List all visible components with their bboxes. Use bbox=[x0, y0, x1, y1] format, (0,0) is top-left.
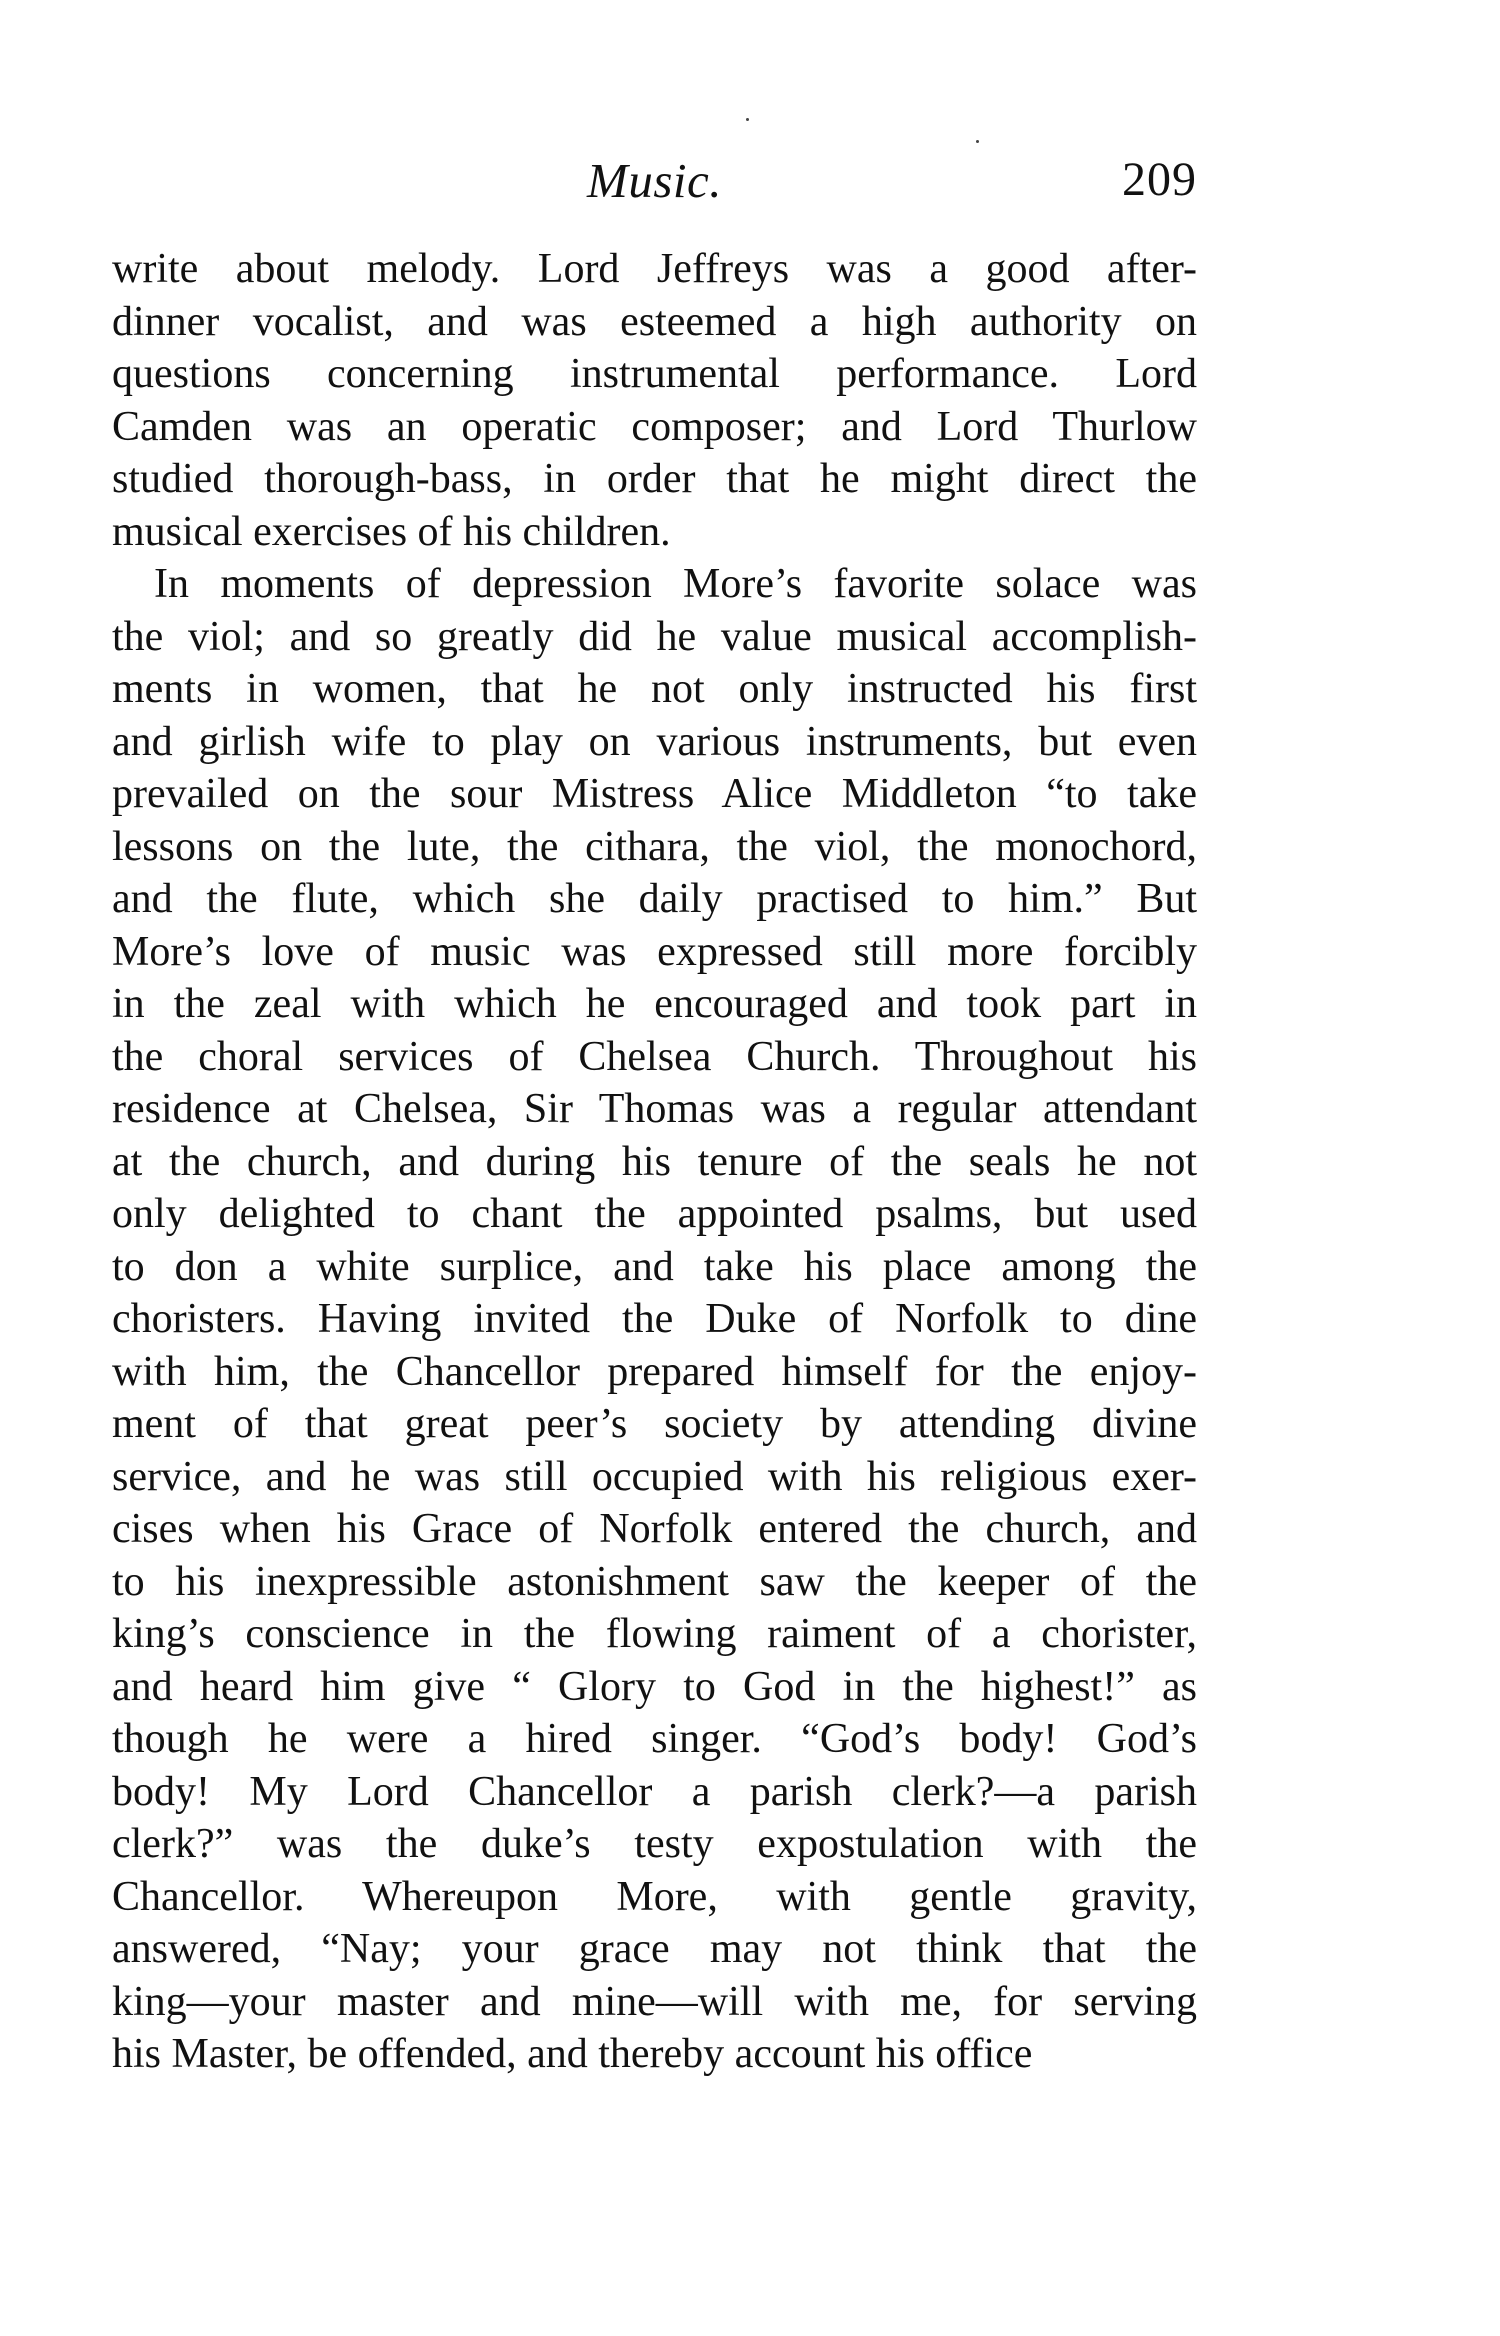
text-line: choristers. Having invited the Duke of Norfolk to dine bbox=[112, 1296, 1197, 1342]
text-line: Camden was an operatic composer; and Lord Thurlow bbox=[112, 403, 1197, 450]
paragraph bbox=[112, 243, 1197, 558]
text-line: questions concerning instrumental performance. Lord bbox=[112, 351, 1197, 397]
text-line: write about melody. Lord Jeffreys was a good after- bbox=[112, 246, 1197, 292]
text-line: service, and he was still occupied with his religious exer- bbox=[112, 1453, 1197, 1500]
text-line: musical exercises of his children. bbox=[112, 508, 671, 555]
text-line: cises when his Grace of Norfolk entered the church, and bbox=[112, 1506, 1197, 1552]
text-line: ments in women, that he not only instructed his first bbox=[112, 666, 1197, 712]
text-line: dinner vocalist, and was esteemed a high authority on bbox=[112, 298, 1197, 345]
text-line: Chancellor. Whereupon More, with gentle gravity, bbox=[112, 1873, 1197, 1920]
text-line: though he were a hired singer. “God’s body! God’s bbox=[112, 1716, 1197, 1762]
print-speck bbox=[976, 140, 979, 143]
paragraph bbox=[112, 558, 1197, 2081]
text-line: lessons on the lute, the cithara, the viol, the monochord, bbox=[112, 823, 1197, 870]
running-title: Music. bbox=[587, 153, 722, 208]
text-line: answered, “Nay; your grace may not think that the bbox=[112, 1926, 1197, 1972]
running-head bbox=[112, 152, 1197, 222]
text-line: studied thorough-bass, in order that he might direct the bbox=[112, 456, 1197, 502]
text-line: clerk?” was the duke’s testy expostulation with the bbox=[112, 1821, 1197, 1867]
text-line: and heard him give “ Glory to God in the highest!” as bbox=[112, 1663, 1197, 1710]
text-line: and girlish wife to play on various instruments, but even bbox=[112, 718, 1197, 765]
text-line: to don a white surplice, and take his place among the bbox=[112, 1243, 1197, 1290]
text-line: and the flute, which she daily practised to him.” But bbox=[112, 876, 1197, 922]
text-line: his Master, be offended, and thereby account his office bbox=[112, 2031, 1033, 2077]
text-line: ment of that great peer’s society by attending divine bbox=[112, 1401, 1197, 1447]
print-speck bbox=[746, 118, 749, 121]
text-line: the viol; and so greatly did he value musical accomplish- bbox=[112, 613, 1197, 660]
text-line: the choral services of Chelsea Church. Throughout his bbox=[112, 1033, 1197, 1080]
body-text bbox=[112, 243, 1197, 2081]
text-line: with him, the Chancellor prepared himself for the enjoy- bbox=[112, 1348, 1197, 1395]
text-line: body! My Lord Chancellor a parish clerk?—a parish bbox=[112, 1768, 1197, 1815]
text-line: residence at Chelsea, Sir Thomas was a regular attendant bbox=[112, 1086, 1197, 1132]
text-line: More’s love of music was expressed still more forcibly bbox=[112, 928, 1197, 975]
text-line: king’s conscience in the flowing raiment of a chorister, bbox=[112, 1611, 1197, 1657]
page-number: 209 bbox=[1122, 153, 1197, 206]
text-line: In moments of depression More’s favorite solace was bbox=[154, 561, 1197, 607]
text-line: in the zeal with which he encouraged and took part in bbox=[112, 981, 1197, 1027]
text-line: only delighted to chant the appointed psalms, but used bbox=[112, 1191, 1197, 1237]
text-line: prevailed on the sour Mistress Alice Middleton “to take bbox=[112, 771, 1197, 817]
text-line: king—your master and mine—will with me, for serving bbox=[112, 1978, 1197, 2025]
text-line: to his inexpressible astonishment saw the keeper of the bbox=[112, 1558, 1197, 1605]
text-line: at the church, and during his tenure of the seals he not bbox=[112, 1138, 1197, 1185]
